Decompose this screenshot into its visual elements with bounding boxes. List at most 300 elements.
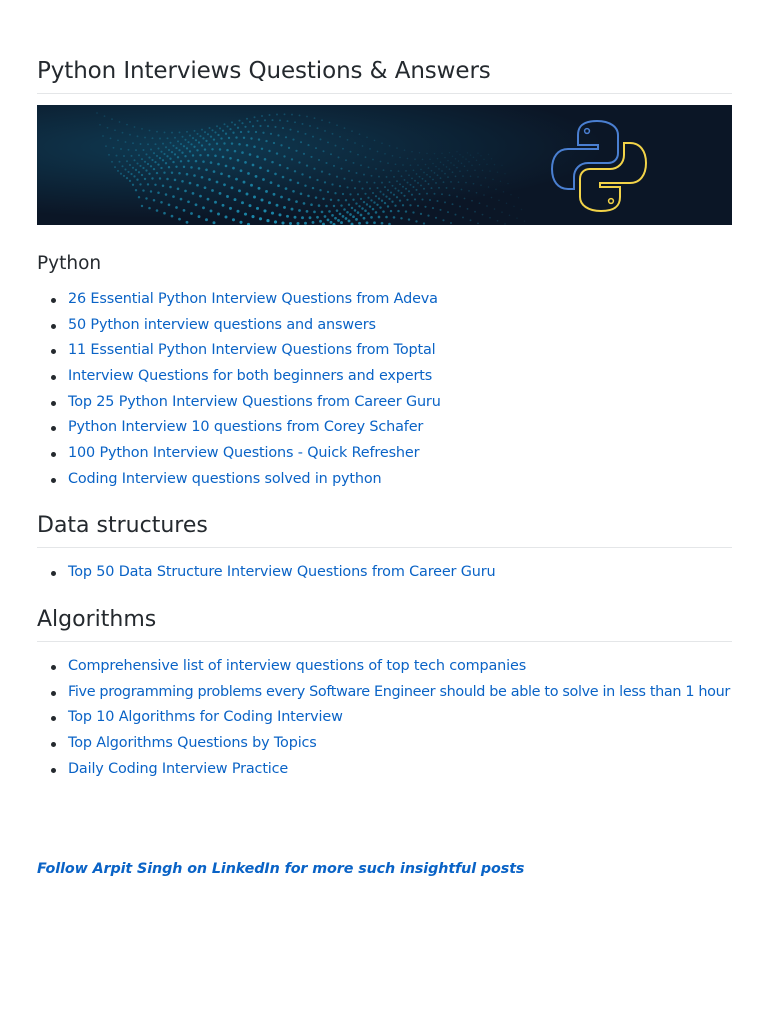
- banner-dot: [252, 164, 255, 167]
- banner-dot: [371, 175, 373, 177]
- python-link-list: [37, 287, 441, 493]
- banner-dot: [473, 183, 475, 185]
- algorithms-link-1[interactable]: Comprehensive list of interview questions of top tech companies: [68, 658, 527, 674]
- list-item: [37, 415, 441, 441]
- banner-dot: [183, 209, 186, 212]
- banner-dot: [283, 155, 285, 157]
- banner-dot: [361, 207, 364, 210]
- banner-dot: [399, 157, 401, 159]
- banner-dot: [351, 130, 353, 132]
- banner-dot: [456, 151, 457, 152]
- banner-dot: [491, 197, 493, 199]
- banner-dot: [294, 216, 297, 219]
- banner-dot: [494, 164, 495, 165]
- banner-dot: [240, 169, 243, 172]
- banner-dot: [420, 213, 422, 215]
- python-link-3[interactable]: 11 Essential Python Interview Questions from Toptal: [68, 342, 436, 359]
- banner-dot: [130, 173, 132, 175]
- banner-dot: [351, 179, 353, 181]
- banner-dot: [198, 215, 201, 218]
- banner-dot: [164, 131, 166, 133]
- banner-dot: [428, 183, 430, 185]
- banner-dot: [501, 211, 503, 213]
- banner-dot: [141, 205, 143, 207]
- banner-dot: [249, 121, 251, 123]
- banner-dot: [432, 207, 434, 209]
- banner-dot: [324, 130, 326, 132]
- banner-dot: [381, 142, 383, 144]
- banner-dot: [396, 147, 398, 149]
- banner-dot: [434, 153, 435, 154]
- banner-dot: [124, 168, 126, 170]
- banner-dot: [187, 160, 189, 162]
- banner-dot: [126, 177, 128, 179]
- banner-dot: [370, 199, 372, 201]
- banner-dot: [262, 178, 265, 181]
- algorithms-heading: Algorithms: [37, 607, 732, 642]
- algorithms-link-4[interactable]: Top Algorithms Questions by Topics: [68, 735, 317, 752]
- banner-dot: [313, 168, 315, 170]
- banner-dot: [340, 204, 342, 206]
- banner-dot: [483, 159, 484, 160]
- banner-dot: [497, 171, 498, 172]
- bullet: [51, 298, 56, 303]
- banner-dot: [153, 152, 155, 154]
- banner-dot: [193, 146, 195, 148]
- bullet: [51, 375, 56, 380]
- banner-dot: [246, 118, 248, 120]
- banner-dot: [423, 222, 425, 224]
- list-item: [37, 287, 441, 313]
- banner-dot: [366, 221, 369, 224]
- banner-dot: [431, 170, 433, 172]
- banner-dot: [156, 209, 159, 212]
- banner-dot: [370, 216, 373, 219]
- banner-dot: [151, 177, 153, 179]
- banner-dot: [186, 221, 189, 224]
- banner-dot: [195, 203, 198, 206]
- banner-dot: [288, 147, 290, 149]
- banner-dot: [406, 199, 408, 201]
- banner-dot: [210, 135, 212, 137]
- banner-dot: [339, 185, 341, 187]
- banner-dot: [228, 175, 231, 178]
- banner-dot: [177, 140, 179, 142]
- banner-dot: [306, 210, 309, 213]
- banner-dot: [162, 159, 164, 161]
- banner-dot: [346, 186, 348, 188]
- banner-dot: [458, 181, 460, 183]
- python-link-4[interactable]: Interview Questions for both beginners and experts: [68, 368, 433, 385]
- banner-dot: [145, 169, 147, 171]
- banner-dot: [194, 130, 196, 132]
- banner-dot: [126, 160, 128, 162]
- banner-dot: [225, 165, 228, 168]
- banner-dot: [256, 120, 258, 122]
- banner-dot: [136, 179, 138, 181]
- banner-dot: [144, 137, 146, 139]
- banner-dot: [196, 184, 199, 187]
- banner-dot: [435, 217, 437, 219]
- banner-dot: [477, 153, 478, 154]
- banner-dot: [171, 215, 174, 218]
- banner-dot: [178, 172, 181, 175]
- banner-dot: [462, 216, 464, 218]
- banner-dot: [288, 198, 291, 201]
- banner-dot: [289, 179, 292, 182]
- banner-dot: [367, 197, 369, 199]
- algorithms-link-5[interactable]: Daily Coding Interview Practice: [68, 760, 289, 777]
- banner-dot: [419, 176, 421, 178]
- banner-dot: [168, 203, 171, 206]
- banner-dot: [138, 154, 140, 156]
- banner-dot: [237, 159, 240, 162]
- banner-dot: [324, 181, 326, 183]
- banner-dot: [510, 194, 511, 195]
- banner-dot: [446, 187, 448, 189]
- banner-dot: [274, 173, 277, 176]
- banner-dot: [486, 164, 487, 165]
- banner-dot: [96, 112, 98, 114]
- banner-dot: [283, 206, 286, 209]
- banner-dot: [284, 113, 286, 115]
- banner-dot: [414, 198, 416, 200]
- banner-dot: [363, 217, 366, 220]
- bullet: [51, 349, 56, 354]
- banner-dot: [382, 193, 384, 195]
- banner-dot: [429, 158, 431, 160]
- list-item: [37, 705, 730, 731]
- banner-dot: [417, 205, 419, 207]
- banner-dot: [305, 133, 307, 135]
- banner-dot: [160, 151, 162, 153]
- banner-dot: [208, 143, 210, 145]
- banner-dot: [202, 160, 205, 163]
- banner-dot: [315, 196, 318, 199]
- banner-dot: [388, 198, 390, 200]
- banner-dot: [456, 196, 458, 198]
- banner-dot: [304, 184, 306, 186]
- banner-dot: [336, 124, 338, 126]
- banner-dot: [413, 169, 415, 171]
- banner-dot: [255, 175, 258, 178]
- banner-dot: [336, 209, 339, 212]
- banner-dot: [153, 199, 156, 202]
- banner-dot: [113, 147, 115, 149]
- banner-dot: [450, 162, 452, 164]
- banner-dot: [248, 204, 251, 207]
- banner-dot: [373, 201, 375, 203]
- python-link-1[interactable]: 26 Essential Python Interview Questions from Adeva: [68, 291, 438, 307]
- banner-dot: [251, 215, 254, 218]
- banner-dot: [160, 201, 163, 204]
- banner-dot: [199, 154, 201, 156]
- banner-dot: [444, 201, 446, 203]
- banner-dot: [190, 166, 193, 169]
- banner-dot: [467, 208, 469, 210]
- banner-dot: [294, 121, 296, 123]
- bullet: [51, 401, 56, 406]
- banner-dot: [182, 136, 184, 138]
- banner-dot: [385, 196, 387, 198]
- list-item: [37, 560, 495, 586]
- banner-dot: [258, 138, 260, 140]
- banner-dot: [105, 145, 107, 147]
- banner-dot: [148, 207, 151, 210]
- banner-dot: [136, 162, 138, 164]
- banner-dot: [476, 192, 478, 194]
- banner-dot: [428, 167, 430, 169]
- banner-dot: [229, 128, 231, 130]
- banner-dot: [239, 221, 242, 224]
- banner-dot: [172, 161, 174, 163]
- banner-dot: [273, 193, 276, 196]
- python-banner-image: [37, 105, 732, 225]
- banner-dot: [422, 178, 424, 180]
- banner-dot: [154, 184, 156, 186]
- banner-dot: [396, 196, 398, 198]
- banner-dot: [207, 133, 209, 135]
- bullet: [51, 324, 56, 329]
- banner-dot: [333, 165, 335, 167]
- banner-dot: [287, 120, 289, 122]
- banner-dot: [347, 139, 349, 141]
- banner-dot: [351, 207, 353, 209]
- banner-dot: [156, 155, 158, 157]
- banner-dot: [184, 190, 187, 193]
- banner-dot: [149, 130, 151, 132]
- banner-dot: [358, 205, 360, 207]
- banner-dot: [407, 158, 409, 160]
- banner-dot: [280, 144, 282, 146]
- banner-dot: [392, 185, 394, 187]
- algorithms-link-2[interactable]: Five programming problems every Software Engineer should be able to solve in less than 1 hour: [68, 683, 730, 700]
- banner-dot: [177, 156, 179, 158]
- banner-dot: [337, 199, 339, 201]
- banner-dot: [372, 208, 375, 211]
- python-link-8[interactable]: Coding Interview questions solved in python: [68, 470, 382, 487]
- banner-dot: [155, 143, 157, 145]
- banner-dot: [373, 221, 376, 224]
- python-link-7[interactable]: 100 Python Interview Questions - Quick Refresher: [68, 445, 420, 462]
- banner-dot: [377, 151, 379, 153]
- banner-dot: [192, 154, 194, 156]
- banner-dot: [142, 189, 144, 191]
- banner-dot: [412, 211, 414, 213]
- banner-dot: [402, 164, 404, 166]
- banner-dot: [417, 164, 419, 166]
- banner-dot: [312, 221, 315, 224]
- algorithms-link-3[interactable]: Top 10 Algorithms for Coding Interview: [68, 709, 343, 726]
- banner-dot: [331, 214, 334, 217]
- banner-dot: [211, 148, 213, 150]
- banner-dot: [261, 148, 263, 150]
- banner-dot: [319, 220, 322, 223]
- banner-dot: [138, 171, 140, 173]
- banner-dot: [111, 161, 113, 163]
- banner-dot: [471, 165, 473, 167]
- banner-dot: [157, 192, 160, 195]
- banner-dot: [267, 125, 269, 127]
- follow-linkedin-link[interactable]: Follow Arpit Singh on LinkedIn for more such insightful posts: [37, 861, 525, 877]
- banner-dot: [399, 183, 401, 185]
- banner-dot: [186, 173, 189, 176]
- banner-dot: [410, 164, 412, 166]
- banner-dot: [357, 154, 359, 156]
- banner-dot: [382, 210, 385, 213]
- banner-dot: [277, 134, 279, 136]
- banner-dot: [446, 166, 448, 168]
- banner-dot: [432, 179, 434, 181]
- banner-dot: [408, 174, 410, 176]
- list-item: [37, 680, 730, 706]
- bullet: [51, 426, 56, 431]
- banner-dot: [391, 201, 393, 203]
- banner-dot: [253, 146, 256, 149]
- banner-dot: [178, 149, 180, 151]
- list-item: [37, 364, 441, 390]
- banner-dot: [110, 138, 112, 140]
- banner-dot: [363, 174, 365, 176]
- banner-dot: [247, 131, 249, 133]
- banner-dot: [147, 163, 149, 165]
- banner-dot: [322, 198, 324, 200]
- banner-dot: [438, 168, 440, 170]
- banner-dot: [237, 210, 240, 213]
- banner-dot: [165, 162, 167, 164]
- banner-dot: [366, 203, 368, 205]
- banner-dot: [358, 222, 361, 225]
- banner-dot: [518, 197, 519, 198]
- banner-graphic: [37, 105, 732, 225]
- banner-dot: [441, 193, 443, 195]
- banner-dot: [232, 167, 235, 170]
- banner-dot: [238, 143, 241, 146]
- banner-dot: [404, 179, 406, 181]
- banner-dot: [387, 162, 389, 164]
- banner-dot: [313, 211, 316, 214]
- banner-dot: [125, 141, 127, 143]
- list-item: [37, 757, 730, 783]
- banner-dot: [415, 220, 417, 222]
- banner-dot: [434, 172, 436, 174]
- banner-dot: [447, 211, 449, 213]
- banner-dot: [468, 161, 470, 163]
- banner-dot: [127, 171, 129, 173]
- banner-dot: [180, 160, 182, 162]
- banner-dot: [122, 132, 124, 134]
- banner-dot: [437, 158, 439, 160]
- banner-dot: [386, 176, 388, 178]
- bullet: [51, 478, 56, 483]
- banner-dot: [396, 180, 398, 182]
- banner-dot: [274, 220, 277, 223]
- banner-dot: [376, 187, 378, 189]
- banner-dot: [195, 160, 198, 163]
- banner-dot: [307, 144, 309, 146]
- banner-dot: [102, 135, 104, 137]
- banner-dot: [393, 176, 395, 178]
- python-link-5[interactable]: Top 25 Python Interview Questions from Career Guru: [68, 393, 441, 410]
- list-item: [37, 390, 441, 416]
- banner-dot: [225, 216, 228, 219]
- banner-dot: [192, 192, 195, 195]
- banner-dot: [317, 127, 319, 129]
- banner-dot: [204, 186, 207, 189]
- python-link-2[interactable]: 50 Python interview questions and answers: [68, 316, 376, 333]
- banner-dot: [392, 155, 394, 157]
- banner-dot: [343, 178, 345, 180]
- banner-dot: [442, 219, 444, 221]
- banner-dot: [279, 164, 281, 166]
- banner-dot: [270, 181, 273, 184]
- banner-dot: [340, 168, 342, 170]
- banner-dot: [332, 133, 334, 135]
- banner-dot: [491, 158, 492, 159]
- banner-dot: [271, 212, 274, 215]
- banner-dot: [276, 114, 278, 116]
- banner-dot: [405, 170, 407, 172]
- banner-dot: [417, 182, 419, 184]
- banner-dot: [205, 218, 208, 221]
- banner-dot: [152, 137, 154, 139]
- banner-dot: [380, 161, 382, 163]
- banner-dot: [174, 179, 177, 182]
- banner-dot: [426, 174, 428, 176]
- banner-dot: [334, 192, 336, 194]
- banner-dot: [153, 168, 155, 170]
- banner-dot: [400, 192, 402, 194]
- banner-dot: [423, 172, 425, 174]
- banner-dot: [226, 195, 229, 198]
- banner-dot: [489, 170, 490, 171]
- banner-dot: [132, 142, 134, 144]
- banner-dot: [222, 156, 225, 159]
- python-link-6[interactable]: Python Interview 10 questions from Corey Schafer: [68, 419, 424, 436]
- banner-dot: [157, 163, 159, 165]
- banner-dot: [389, 145, 391, 147]
- banner-dot: [171, 151, 173, 153]
- banner-dot: [494, 208, 496, 210]
- banner-dot: [455, 214, 457, 216]
- banner-dot: [141, 128, 143, 130]
- banner-dot: [208, 178, 211, 181]
- banner-dot: [244, 213, 247, 216]
- banner-dot: [190, 143, 192, 145]
- banner-dot: [379, 206, 381, 208]
- list-item: [37, 654, 730, 680]
- banner-dot: [343, 208, 346, 211]
- banner-dot: [139, 183, 141, 185]
- banner-dot: [328, 210, 331, 213]
- banner-dot: [312, 187, 314, 189]
- banner-dot: [342, 148, 344, 150]
- banner-dot: [162, 184, 165, 187]
- banner-dot: [345, 159, 347, 161]
- banner-dot: [135, 149, 137, 151]
- banner-dot: [410, 184, 412, 186]
- banner-dot: [285, 187, 288, 190]
- data-structures-link-1[interactable]: Top 50 Data Structure Interview Questions from Career Guru: [68, 564, 496, 580]
- banner-dot: [497, 220, 499, 222]
- banner-dot: [330, 221, 333, 224]
- banner-dot: [134, 126, 136, 128]
- banner-dot: [381, 200, 383, 202]
- banner-dot: [304, 222, 307, 225]
- banner-dot: [447, 176, 449, 178]
- banner-dot: [461, 189, 463, 191]
- banner-dot: [331, 183, 333, 185]
